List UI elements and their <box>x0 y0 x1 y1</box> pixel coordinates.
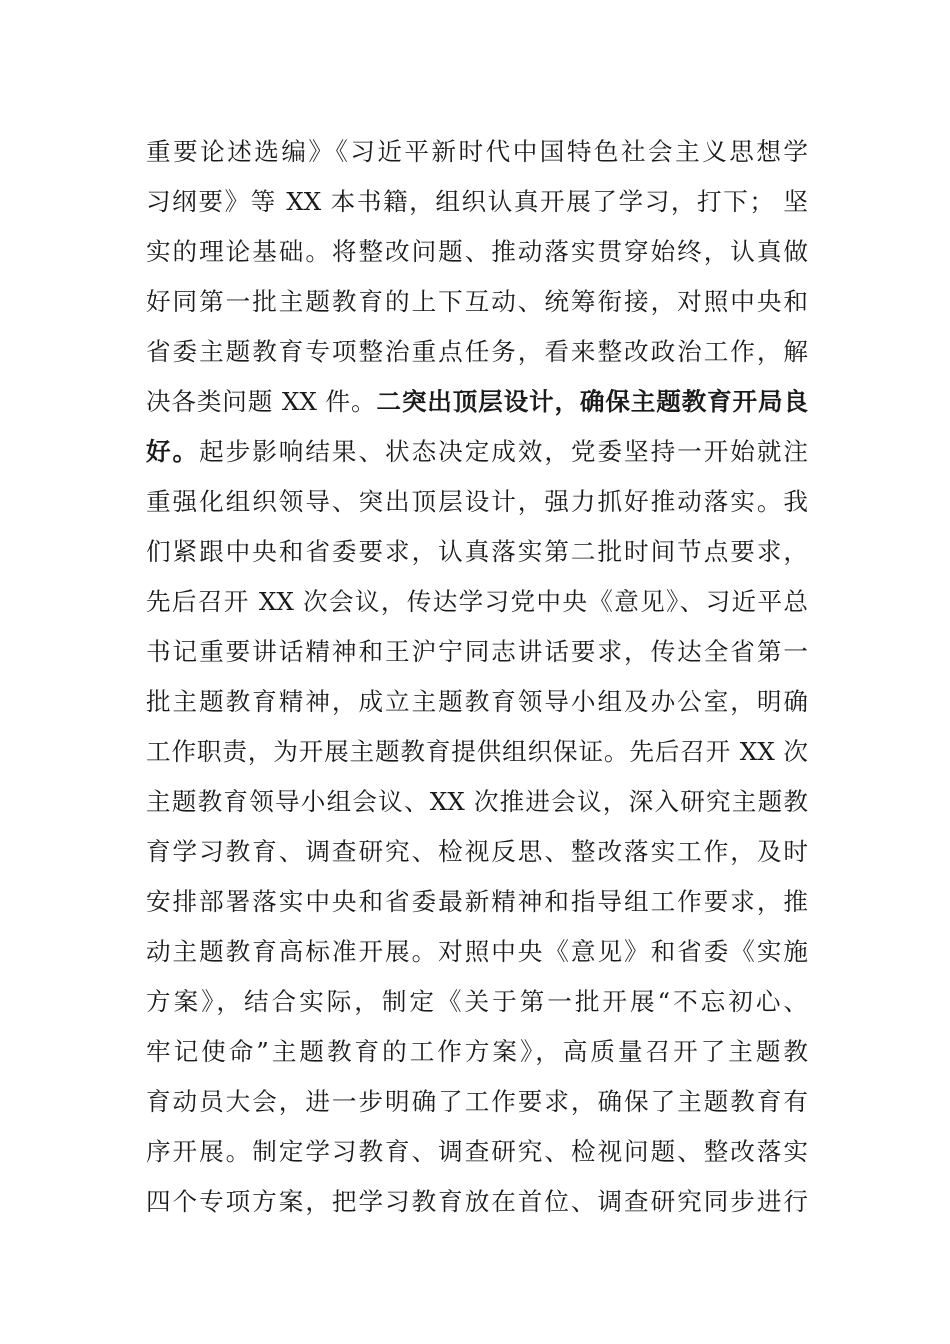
text-line <box>146 677 808 727</box>
paragraph-text: 动主题教育高标准开展。对照中央《意见》和省委《实施 <box>146 937 808 966</box>
paragraph-text: 主题教育领导小组会议、XX 次推进会议，深入研究主题教 <box>146 787 808 816</box>
paragraph-text: 批主题教育精神，成立主题教育领导小组及办公室，明确 <box>146 687 808 716</box>
paragraph-text: 育动员大会，进一步明确了工作要求，确保了主题教育有 <box>146 1087 808 1116</box>
text-line <box>146 1077 808 1127</box>
paragraph-text: 好同第一批主题教育的上下互动、统筹衔接，对照中央和 <box>146 287 808 316</box>
bold-heading-text: 好。 <box>146 437 200 466</box>
text-line <box>146 327 808 377</box>
paragraph-text: 书记重要讲话精神和王沪宁同志讲话要求，传达全省第一 <box>146 637 808 666</box>
text-line <box>146 1027 808 1077</box>
paragraph-text: 决各类问题 XX 件。 <box>146 387 377 416</box>
text-line <box>146 977 808 1027</box>
text-line <box>146 1127 808 1177</box>
text-line <box>146 277 808 327</box>
paragraph-text: 省委主题教育专项整治重点任务，看来整改政治工作，解 <box>146 337 808 366</box>
paragraph-text: 重要论述选编》《习近平新时代中国特色社会主义思想学 <box>146 137 808 166</box>
paragraph-text: 先后召开 XX 次会议，传达学习党中央《意见》、习近平总 <box>146 587 808 616</box>
paragraph-text: 工作职责，为开展主题教育提供组织保证。先后召开 XX 次 <box>146 737 808 766</box>
paragraph-text: 实的理论基础。将整改问题、推动落实贯穿始终，认真做 <box>146 237 808 266</box>
text-line <box>146 777 808 827</box>
text-line <box>146 877 808 927</box>
text-line <box>146 1177 808 1227</box>
paragraph-text: 牢记使命”主题教育的工作方案》，高质量召开了主题教 <box>146 1037 808 1066</box>
text-line <box>146 427 808 477</box>
paragraph-text: 起步影响结果、状态决定成效，党委坚持一开始就注 <box>199 437 808 466</box>
text-line <box>146 827 808 877</box>
text-line <box>146 477 808 527</box>
paragraph-text: 方案》，结合实际，制定《关于第一批开展“不忘初心、 <box>146 987 808 1016</box>
paragraph-text: 习纲要》等 XX 本书籍，组织认真开展了学习，打下； 坚 <box>146 187 808 216</box>
paragraph-text: 育学习教育、调查研究、检视反思、整改落实工作，及时 <box>146 837 808 866</box>
text-line <box>146 377 808 427</box>
text-line <box>146 127 808 177</box>
bold-heading-text: 二突出顶层设计，确保主题教育开局良 <box>376 387 808 416</box>
paragraph-text: 序开展。制定学习教育、调查研究、检视问题、整改落实 <box>146 1137 808 1166</box>
paragraph-text: 四个专项方案，把学习教育放在首位、调查研究同步进行 <box>146 1187 808 1216</box>
text-line <box>146 927 808 977</box>
text-line <box>146 527 808 577</box>
paragraph-text: 安排部署落实中央和省委最新精神和指导组工作要求，推 <box>146 887 808 916</box>
text-line <box>146 627 808 677</box>
text-line <box>146 227 808 277</box>
body-text <box>146 127 808 1227</box>
paragraph-text: 们紧跟中央和省委要求，认真落实第二批时间节点要求， <box>146 537 808 566</box>
text-line <box>146 727 808 777</box>
paragraph-text: 重强化组织领导、突出顶层设计，强力抓好推动落实。我 <box>146 487 808 516</box>
text-line <box>146 577 808 627</box>
text-line <box>146 177 808 227</box>
